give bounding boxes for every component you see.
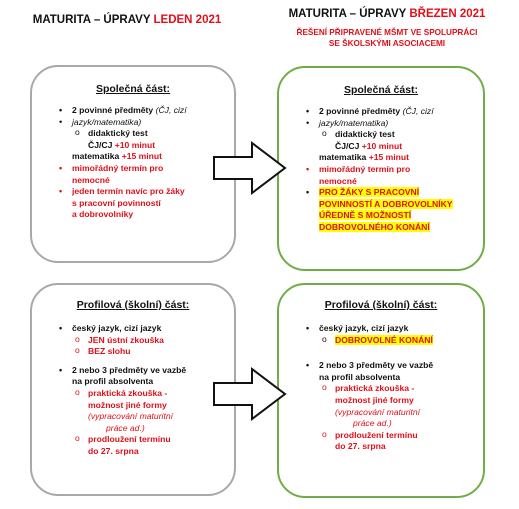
box-content — [303, 323, 481, 453]
list-item: • jeden termín navíc pro žáky — [56, 186, 232, 198]
box-title: Profilová (školní) část: — [324, 299, 438, 311]
sub-item-line — [303, 152, 481, 164]
box-content — [303, 106, 481, 234]
highlight-text: DOBROVOLNÉHO KONÁNÍ — [319, 221, 430, 232]
sub-item-cont: do 27. srpna — [88, 445, 139, 456]
sub-item-cont: možnost jiné formy — [88, 399, 167, 410]
list-item — [303, 106, 481, 118]
sub-item-line — [303, 141, 481, 153]
header-left-accent: LEDEN 2021 — [153, 14, 222, 26]
subtitle-line-1: ŘEŠENÍ PŘIPRAVENÉ MŠMT VE SPOLUPRÁCI — [296, 28, 478, 37]
list-item-cont: • jazyk/matematika) — [56, 117, 232, 129]
sub-item-cont: možnost jiné formy — [335, 394, 414, 405]
sub-item-cont: do 27. srpna — [335, 441, 386, 452]
sub-text-red: +10 minut — [361, 140, 403, 151]
list-item-cont — [303, 210, 481, 222]
list-item: • český jazyk, cizí jazyk — [303, 323, 481, 335]
box-content — [56, 105, 232, 221]
sub-item: o didaktický test — [319, 129, 481, 141]
header-right — [282, 8, 492, 20]
item-text: 2 povinné předměty — [319, 106, 403, 116]
list-item: • český jazyk, cizí jazyk — [56, 323, 232, 335]
profile-part-box-january — [30, 283, 236, 496]
sub-text-red: +15 minut — [121, 151, 163, 162]
highlight-text: DOBROVOLNÉ KONÁNÍ — [335, 334, 433, 345]
profile-part-box-march — [277, 283, 485, 498]
header-right-prefix: MATURITA – ÚPRAVY — [288, 8, 410, 20]
arrow-right-icon-bottom — [212, 366, 288, 422]
box-title: Společná část: — [343, 84, 419, 96]
common-part-box-march — [277, 66, 485, 271]
list-item — [56, 105, 232, 117]
sub-item-cont: (vypracování maturitní — [88, 411, 174, 422]
item-text: 2 povinné předměty — [72, 105, 156, 115]
sub-text-red: +15 minut — [368, 152, 410, 163]
common-part-box-january — [30, 65, 236, 263]
sub-text: matematika — [72, 151, 122, 162]
list-item-cont: na profil absolventa — [319, 371, 401, 382]
list-item-cont: s pracovní povinností — [72, 197, 161, 208]
list-item-cont: a dobrovolníky — [72, 209, 134, 220]
list-item: • mimořádný termín pro — [56, 163, 232, 175]
list-item: • 2 nebo 3 předměty ve vazbě — [56, 365, 232, 377]
item-text-italic: (ČJ, cizí — [155, 105, 187, 115]
sub-item-line — [56, 151, 232, 163]
sub-item-cont: práce ad.) — [353, 418, 392, 429]
sub-item: o BEZ slohu — [72, 346, 232, 358]
list-item-cont — [303, 199, 481, 211]
subtitle-line-2: SE ŠKOLSKÝMI ASOCIACEMI — [328, 39, 446, 48]
header-right-accent: BŘEZEN 2021 — [409, 8, 486, 20]
item-text-italic: (ČJ, cizí — [402, 106, 434, 116]
sub-item: o prodloužení termínu — [319, 430, 481, 442]
highlight-text: ÚŘEDNĚ S MOŽNOSTÍ — [319, 210, 412, 221]
list-item: • mimořádný termín pro — [303, 164, 481, 176]
sub-text-red: +10 minut — [114, 139, 156, 150]
header-left-prefix: MATURITA – ÚPRAVY — [32, 14, 154, 26]
sub-item: o JEN ústní zkouška — [72, 335, 232, 347]
sub-item: o didaktický test — [72, 128, 232, 140]
sub-text: ČJ/CJ — [335, 140, 362, 151]
list-item-cont: nemocné — [72, 174, 110, 185]
arrow-right-icon-top — [212, 140, 288, 196]
list-item-highlighted — [303, 187, 481, 199]
sub-item: o praktická zkouška - — [319, 383, 481, 395]
sub-item: o praktická zkouška - — [72, 388, 232, 400]
highlight-text: POVINNOSTÍ A DOBROVOLNÍKY — [319, 198, 453, 209]
sub-text: ČJ/CJ — [88, 139, 115, 150]
sub-text: matematika — [319, 152, 369, 163]
list-item-cont — [303, 222, 481, 234]
header-left — [22, 14, 232, 26]
sub-item-line — [56, 140, 232, 152]
sub-item-cont: (vypracování maturitní — [335, 406, 421, 417]
list-item-cont: na profil absolventa — [72, 376, 154, 387]
highlight-text: PRO ŽÁKY S PRACOVNÍ — [319, 187, 420, 198]
sub-item-cont: práce ad.) — [106, 422, 145, 433]
sub-item-highlighted — [319, 335, 481, 347]
box-title: Společná část: — [95, 83, 171, 95]
list-item-cont: nemocné — [319, 175, 357, 186]
box-content — [56, 323, 232, 458]
box-title: Profilová (školní) část: — [76, 299, 190, 311]
sub-item: o prodloužení termínu — [72, 434, 232, 446]
list-item-cont: • jazyk/matematika) — [303, 118, 481, 130]
list-item: • 2 nebo 3 předměty ve vazbě — [303, 360, 481, 372]
header-right-subtitle — [282, 27, 492, 49]
